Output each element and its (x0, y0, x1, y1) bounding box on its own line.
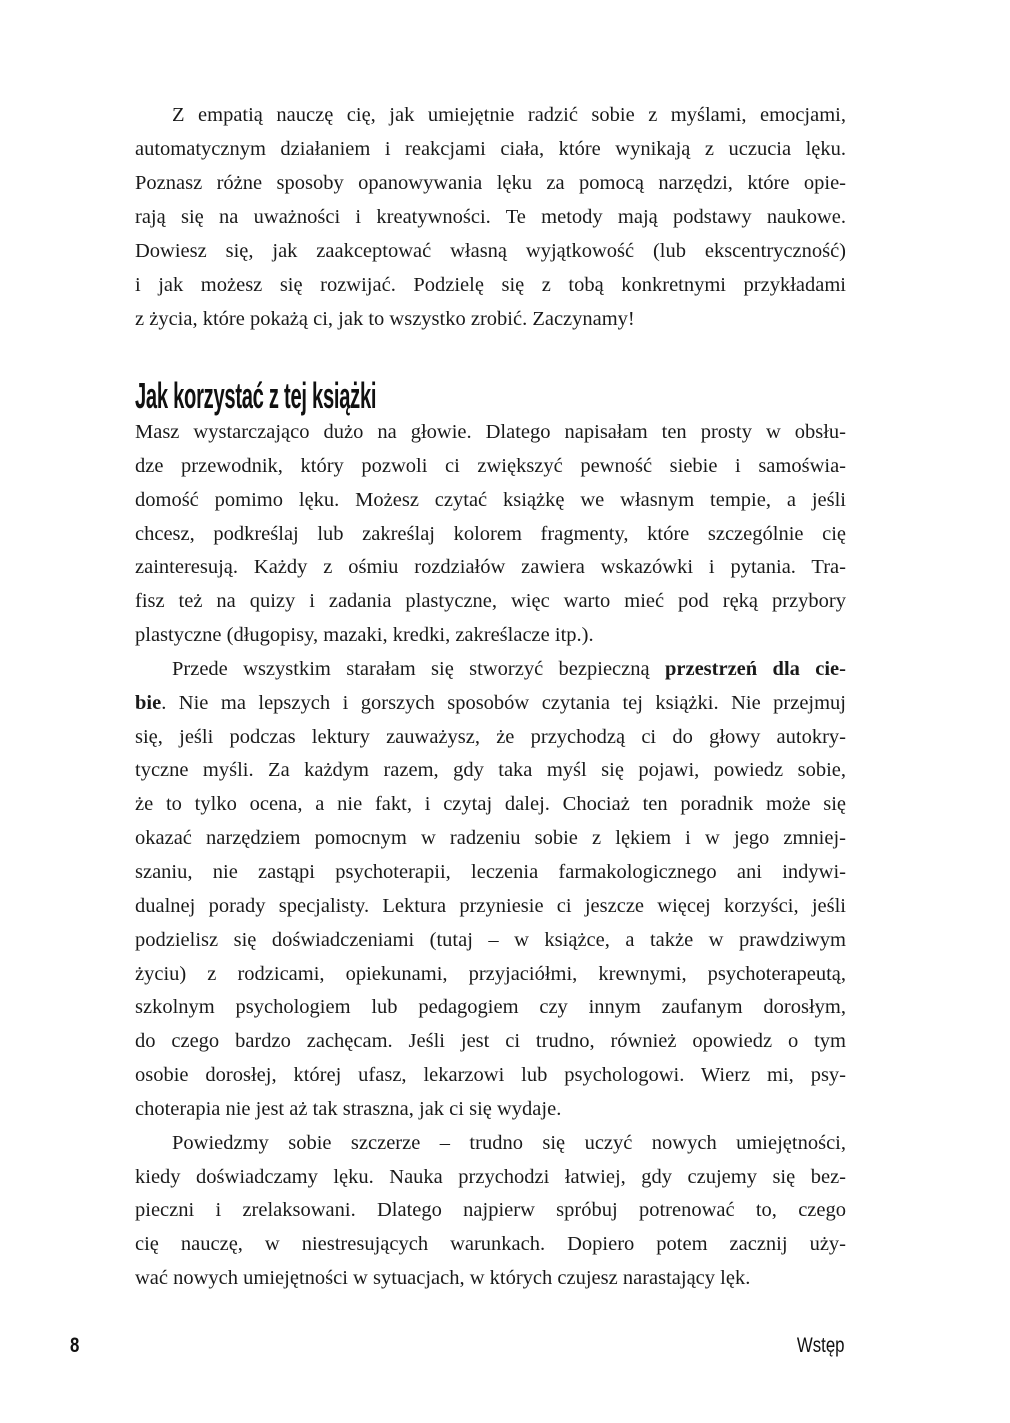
text-line: dualnej porady specjalisty. Lektura przyniesie ci jeszcze więcej korzyści, jeśli (135, 894, 846, 917)
text-line: szkolnym psychologiem lub pedagogiem czy innym zaufanym dorosłym, (135, 996, 846, 1019)
text-line: tyczne myśli. Za każdym razem, gdy taka myśl się pojawi, powiedz sobie, (135, 759, 846, 782)
text-line: wać nowych umiejętności w sytuacjach, w których czujesz narastający lęk. (135, 1267, 751, 1290)
text-line: Dowiesz się, jak zaakceptować własną wyjątkowość (lub ekscentryczność) (135, 240, 846, 262)
text-line: domość pomimo lęku. Możesz czytać książkę we własnym tempie, a jeśli (135, 488, 846, 511)
text-line: z życia, które pokażą ci, jak to wszystko zrobić. Zaczynamy! (135, 308, 635, 330)
text-line: Powiedzmy sobie szczerze – trudno się uczyć nowych umiejętności, (172, 1131, 846, 1154)
text-line: chcesz, podkreślaj lub zakreślaj kolorem fragmenty, które szczególnie cię (135, 522, 846, 545)
text-line: szaniu, nie zastąpi psychoterapii, leczenia farmakologicznego ani indywi- (135, 860, 846, 883)
text-line: Masz wystarczająco dużo na głowie. Dlatego napisałam ten prosty w obsłu- (135, 421, 846, 443)
text-line: zainteresują. Każdy z ośmiu rozdziałów zawiera wskazówki i pytania. Tra- (135, 556, 846, 579)
text-segment: Przede wszystkim starałam się stworzyć bezpieczną (172, 657, 665, 680)
text-segment: . Nie ma lepszych i gorszych sposobów czytania tej książki. Nie przejmuj (161, 691, 846, 714)
intro-paragraph (135, 98, 846, 336)
bold-text: bie (135, 691, 162, 714)
text-line: się, jeśli podczas lektury zauważysz, że przychodzą ci do głowy autokry- (135, 725, 846, 748)
text-line: cię nauczę, w niestresujących warunkach. Dopiero potem zacznij uży- (135, 1233, 846, 1256)
text-line: osobie dorosłej, której ufasz, lekarzowi lub psychologowi. Wierz mi, psy- (135, 1064, 846, 1087)
text-line: dze przewodnik, który pozwoli ci zwiększyć pewność siebie i samoświa- (135, 454, 846, 477)
page-number: 8 (70, 1334, 80, 1357)
text-line: do czego bardzo zachęcam. Jeśli jest ci trudno, również opowiedz o tym (135, 1030, 846, 1053)
text-line: okazać narzędziem pomocnym w radzeniu sobie z lękiem i w jego zmniej- (135, 827, 846, 850)
text-line: Z empatią nauczę cię, jak umiejętnie radzić sobie z myślami, emocjami, (172, 104, 846, 126)
text-line: automatycznym działaniem i reakcjami ciała, które wynikają z uczucia lęku. (135, 138, 846, 160)
text-line: choterapia nie jest aż tak straszna, jak ci się wydaje. (135, 1097, 562, 1120)
text-line: i jak możesz się rozwijać. Podzielę się z tobą konkretnymi przykładami (135, 274, 846, 296)
text-line: plastyczne (długopisy, mazaki, kredki, zakreślacze itp.). (135, 624, 594, 647)
text-line (135, 653, 846, 687)
running-footer-chapter: Wstęp (797, 1334, 845, 1357)
section-heading: Jak korzystać z tej książki (135, 375, 377, 416)
text-line: podzielisz się doświadczeniami (tutaj – w książce, a także w prawdziwym (135, 928, 846, 951)
text-line: pieczni i zrelaksowani. Dlatego najpierw spróbuj potrenować to, czego (135, 1199, 846, 1222)
text-line (135, 687, 846, 721)
bold-text: przestrzeń dla cie- (664, 657, 846, 680)
text-line: że to tylko ocena, a nie fakt, i czytaj dalej. Chociaż ten poradnik może się (135, 793, 846, 816)
text-line: rają się na uważności i kreatywności. Te metody mają podstawy naukowe. (135, 206, 846, 228)
text-line: życiu) z rodzicami, opiekunami, przyjaciółmi, krewnymi, psychoterapeutą, (135, 962, 846, 985)
text-line: Poznasz różne sposoby opanowywania lęku za pomocą narzędzi, które opie- (135, 172, 846, 194)
text-line: fisz też na quizy i zadania plastyczne, więc warto mieć pod ręką przybory (135, 590, 846, 613)
text-line: kiedy doświadczamy lęku. Nauka przychodzi łatwiej, gdy czujemy się bez- (135, 1165, 846, 1188)
section-body (135, 416, 846, 1296)
